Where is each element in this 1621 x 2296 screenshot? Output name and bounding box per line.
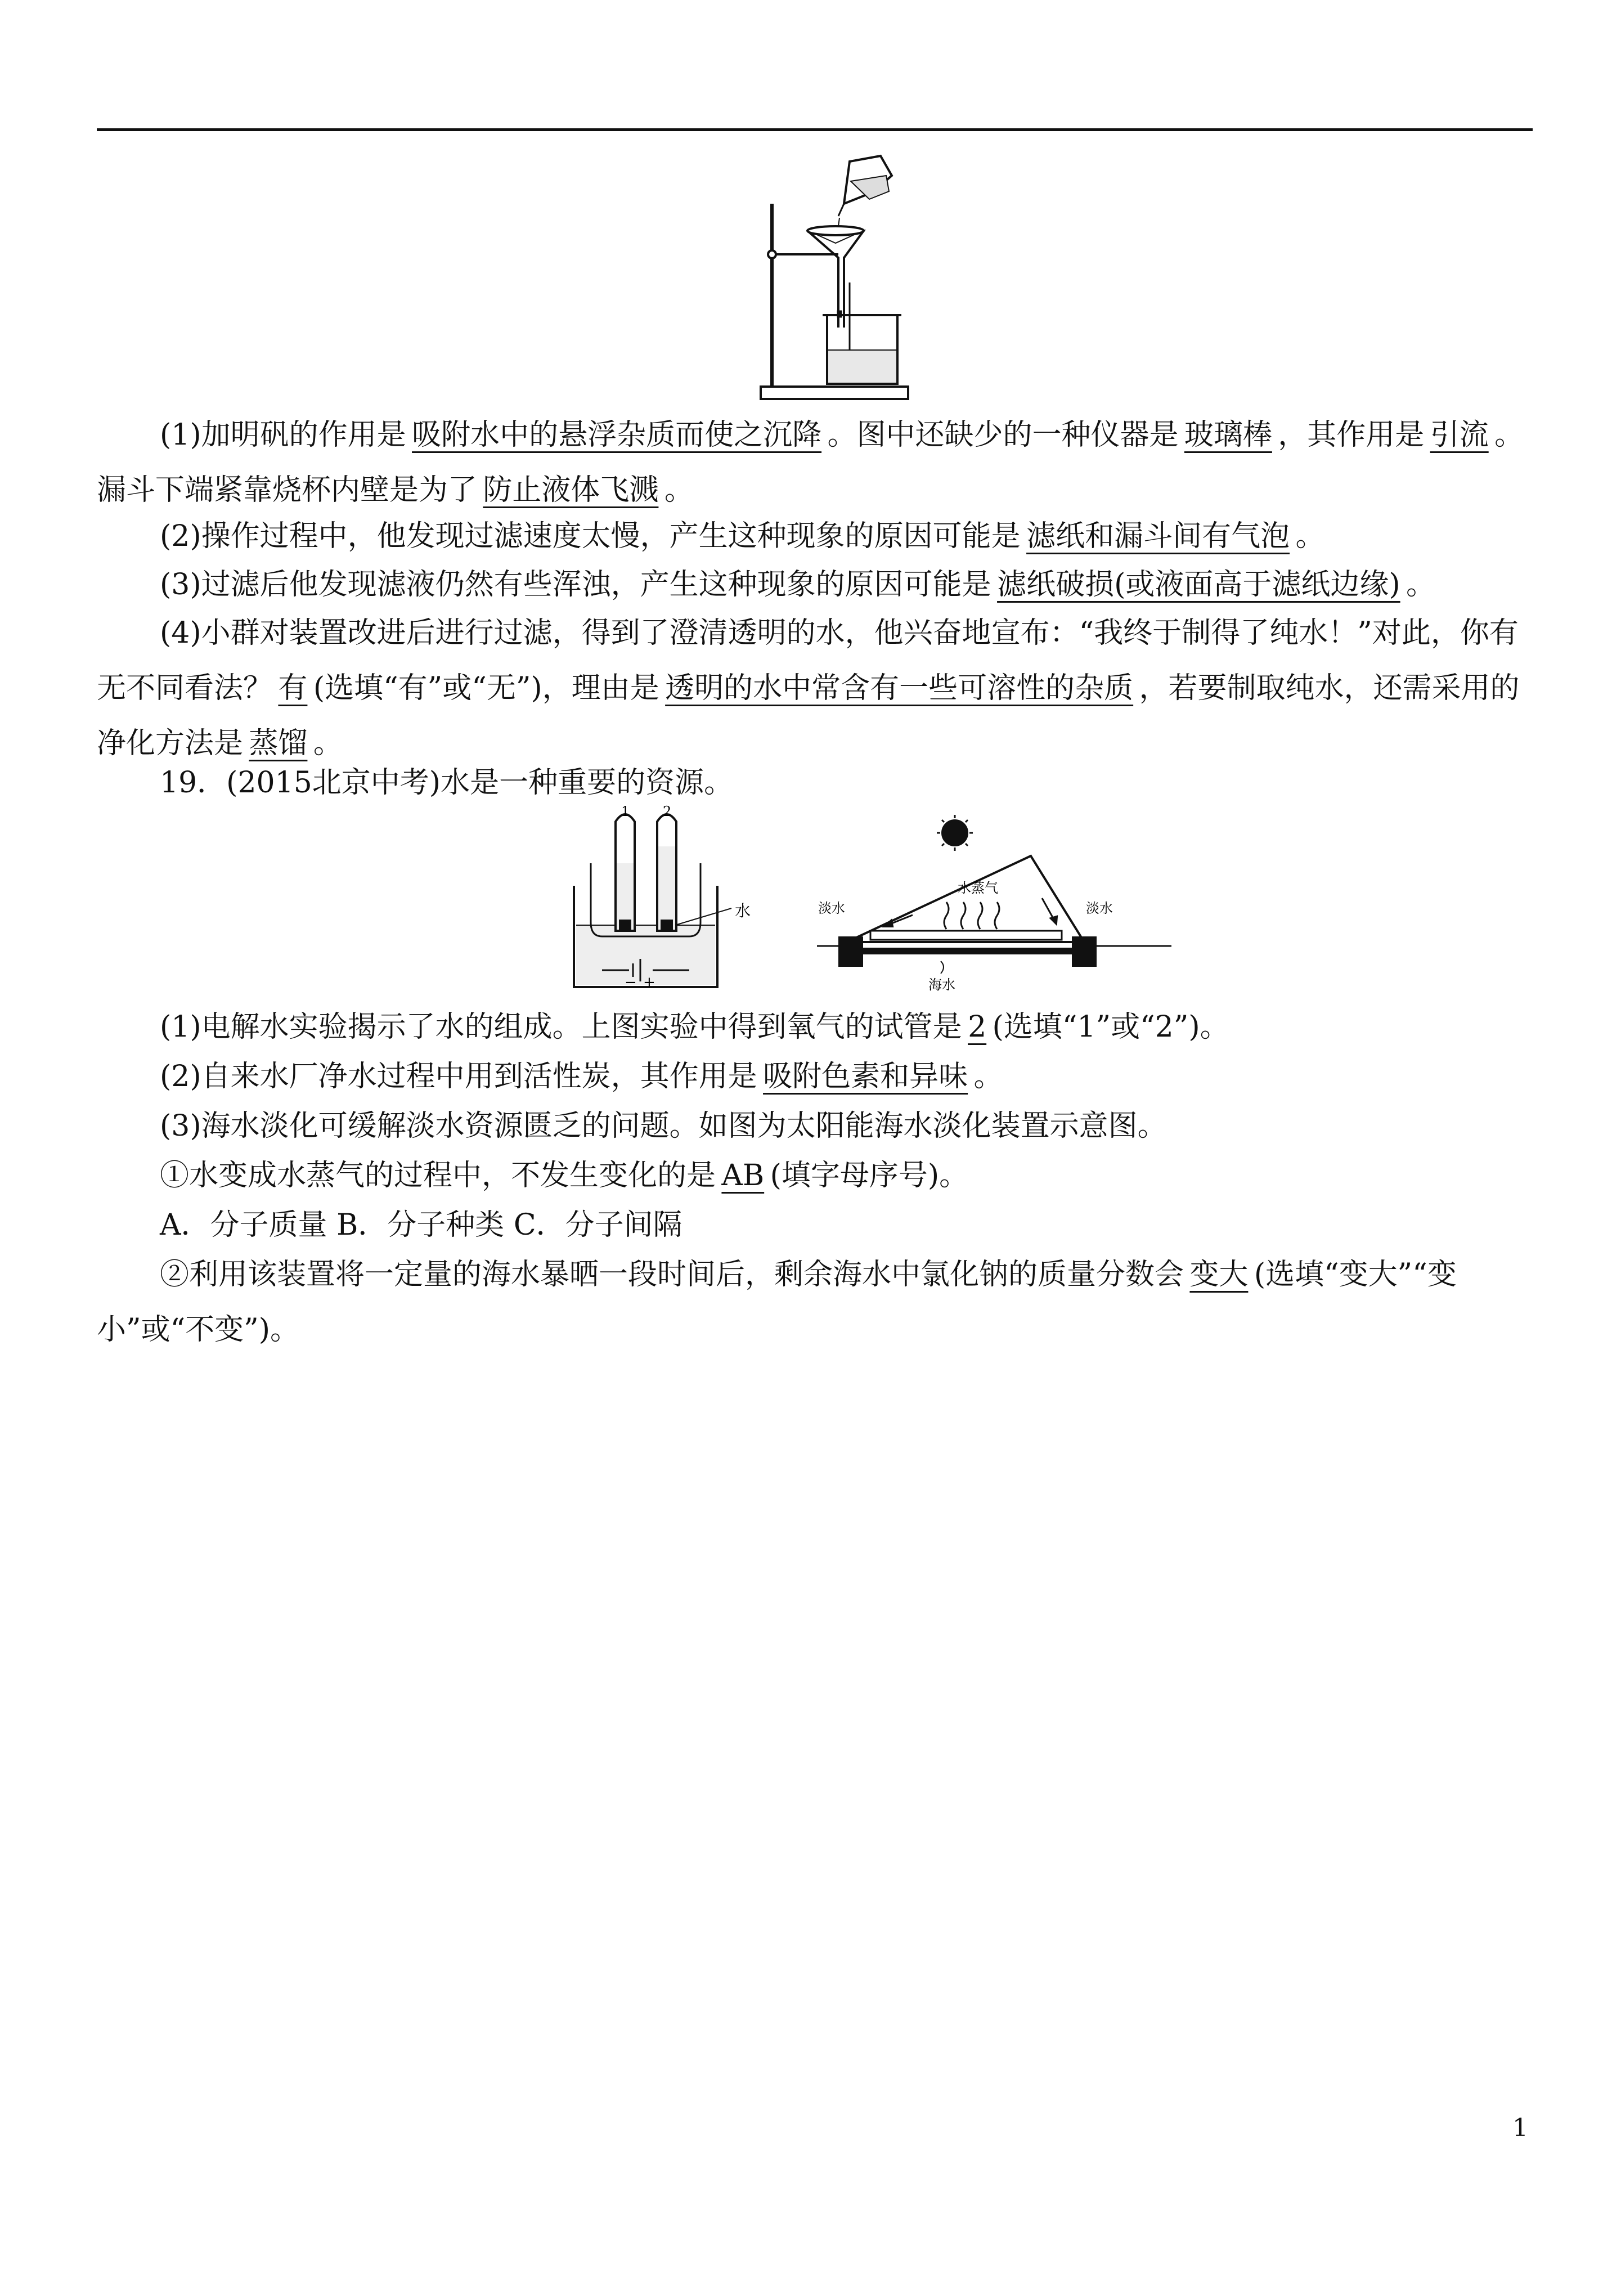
filtration-apparatus-figure [754, 147, 917, 403]
answer-blank: 吸附水中的悬浮杂质而使之沉降 [412, 418, 822, 452]
answer-blank: AB [721, 1159, 765, 1192]
q19-part2: (2)自来水厂净水过程中用到活性炭，其作用是 吸附色素和异味 。 [160, 1060, 1003, 1093]
answer-blank: 有 [278, 671, 308, 705]
fresh-water-left-label: 淡水 [818, 900, 845, 916]
minus-sign: − [625, 974, 637, 991]
answer-blank: 防止液体飞溅 [483, 473, 659, 507]
water-vapor-label: 水蒸气 [958, 880, 998, 896]
answer-blank: 滤纸和漏斗间有气泡 [1026, 519, 1290, 553]
q18-part4: (4)小群对装置改进后进行过滤，得到了澄清透明的水，他兴奋地宣布：“我终于制得了纯水！”对此，你有无不同看法？ 有 (选填“有”或“无”)，理由是 透明的水中常含有一些可溶性的杂质 ，若要制取纯水，还需采用的净化方法是 蒸馏 。 [97, 616, 1520, 760]
header-rule [97, 128, 1533, 131]
q19-part3-sub2: ②利用该装置将一定量的海水暴晒一段时间后，剩余海水中氯化钠的质量分数会 变大 (选填“变大”“变小”或“不变”)。 [97, 1258, 1457, 1347]
solar-desalination-figure [817, 814, 1171, 994]
q18-part2: (2)操作过程中，他发现过滤速度太慢，产生这种现象的原因可能是 滤纸和漏斗间有气泡 。 [160, 519, 1325, 553]
answer-blank: 吸附色素和异味 [763, 1060, 968, 1093]
plus-sign: + [643, 974, 655, 991]
answer-blank: 透明的水中常含有一些可溶性的杂质 [665, 671, 1134, 705]
q19-part1: (1)电解水实验揭示了水的组成。上图实验中得到氧气的试管是 2 (选填“1”或“2”)。 [160, 1010, 1229, 1044]
answer-blank: 变大 [1189, 1258, 1249, 1292]
page-number: 1 [1512, 2114, 1528, 2142]
q19-part3-sub1: ①水变成水蒸气的过程中，不发生变化的是 AB (填字母序号)。 [160, 1159, 969, 1192]
tube-1-label: 1 [621, 804, 630, 819]
q18-part3: (3)过滤后他发现滤液仍然有些浑浊，产生这种现象的原因可能是 滤纸破损(或液面高于滤纸边缘) 。 [160, 568, 1436, 602]
fresh-water-right-label: 淡水 [1086, 900, 1113, 916]
answer-blank: 2 [968, 1010, 987, 1044]
q19-options: A．分子质量 B．分子种类 C．分子间隔 [160, 1208, 682, 1242]
q19-part3: (3)海水淡化可缓解淡水资源匮乏的问题。如图为太阳能海水淡化装置示意图。 [160, 1109, 1167, 1143]
q19-title: 19．(2015北京中考)水是一种重要的资源。 [160, 766, 734, 800]
tube-2-label: 2 [663, 804, 672, 819]
electrolysis-figure [568, 801, 776, 993]
water-label: 水 [735, 902, 751, 920]
seawater-label: 海水 [928, 977, 955, 993]
q18-part1: (1)加明矾的作用是 吸附水中的悬浮杂质而使之沉降 。图中还缺少的一种仪器是 玻璃棒 ，其作用是 引流 。漏斗下端紧靠烧杯内壁是为了 防止液体飞溅 。 [97, 418, 1524, 507]
answer-blank: 引流 [1430, 418, 1489, 452]
answer-blank: 玻璃棒 [1184, 418, 1272, 452]
answer-blank: 滤纸破损(或液面高于滤纸边缘) [997, 568, 1400, 602]
answer-blank: 蒸馏 [249, 727, 308, 760]
